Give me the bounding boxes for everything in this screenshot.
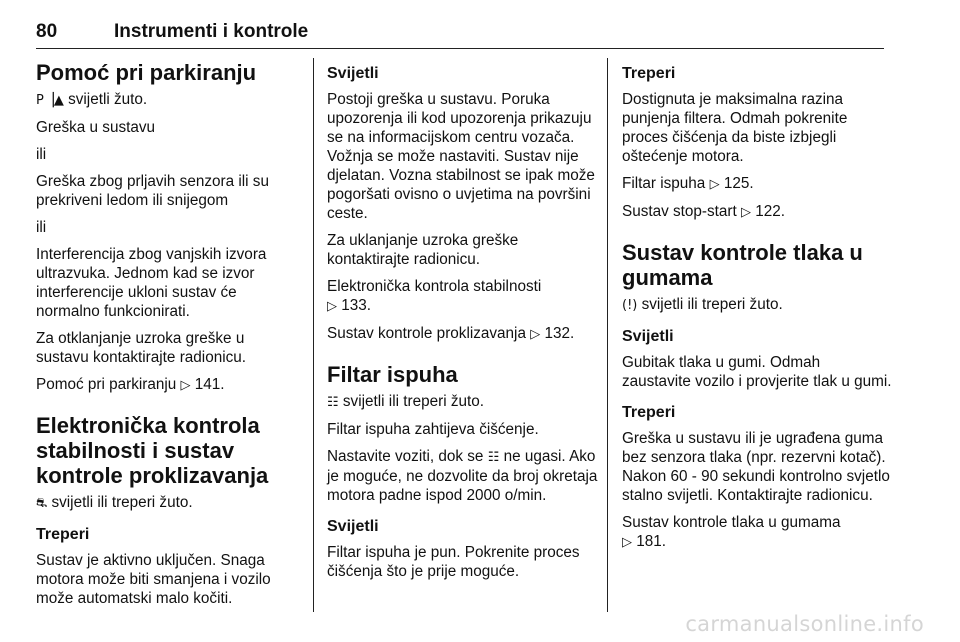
esc-icon: ⛐ (36, 496, 48, 511)
paragraph: ili (36, 219, 47, 236)
text: Nastavite voziti, dok se (327, 448, 488, 465)
text: 181. (632, 533, 667, 550)
exhaust-filter-icon: ☷ (327, 395, 339, 410)
heading-tire-pressure: Sustav kontrole tlaka u gumama (622, 240, 863, 290)
paragraph: Interferencija zbog vanjskih izvora ultrazvuka. Jednom kad se izvor interferencije ukloni sustav će normalno funkcionirati. (36, 246, 267, 320)
heading-exhaust-filter: Filtar ispuha (327, 362, 458, 387)
text: Pomoć pri parkiranju (36, 376, 181, 393)
text: Sustav kontrole proklizavanja (327, 325, 531, 342)
text: svijetli ili treperi žuto. (637, 296, 783, 313)
text: ne ugasi. Ako je moguće, ne dozvolite da broj okretaja motora padne ispod 2000 o/min. (327, 448, 598, 504)
paragraph (36, 493, 300, 513)
text: 132. (540, 325, 575, 342)
paragraph: Dostignuta je maksimalna razina punjenja filtera. Odmah pokrenite proces čišćenja da biste izbjegli oštećenje motora. (622, 91, 848, 165)
cross-reference (36, 375, 300, 395)
subheading-treperi: Treperi (622, 404, 676, 421)
text: Filtar ispuha (622, 175, 710, 192)
page-ref-icon: ▷ (741, 205, 752, 220)
cross-reference (622, 202, 892, 222)
text: Elektronička kontrola stabilnosti (327, 278, 542, 295)
paragraph (327, 447, 599, 505)
page-header (36, 18, 884, 49)
page-ref-icon: ▷ (180, 378, 191, 393)
text: Sustav stop-start (622, 203, 742, 220)
cross-reference (327, 277, 599, 316)
cross-reference (622, 513, 892, 552)
paragraph: Greška u sustavu (36, 119, 156, 136)
page-ref-icon: ▷ (530, 327, 541, 342)
column-divider (607, 58, 608, 612)
paragraph: Greška zbog prljavih senzora ili su prekriveni ledom ili snijegom (36, 173, 269, 209)
paragraph: Greška u sustavu ili je ugrađena guma bez senzora tlaka (npr. rezervni kotač). Nakon 60 - 90 sekundi kontrolno svjetlo stalno svijetli. Kontaktirajte radionicu. (622, 430, 890, 504)
text: 141. (190, 376, 225, 393)
text: svijetli ili treperi žuto. (47, 494, 193, 511)
cross-reference (622, 174, 892, 194)
page-ref-icon: ▷ (622, 535, 632, 550)
paragraph: Za uklanjanje uzroka greške kontaktirajte radionicu. (327, 232, 519, 268)
paragraph: Filtar ispuha zahtijeva čišćenje. (327, 421, 539, 438)
exhaust-filter-icon: ☷ (487, 450, 500, 465)
subheading-treperi: Treperi (622, 65, 676, 82)
text: svijetli žuto. (63, 91, 148, 108)
column-1 (36, 60, 300, 616)
page-number: 80 (36, 21, 58, 42)
paragraph: Sustav je aktivno uključen. Snaga motora može biti smanjena i vozilo može automatski malo kočiti. (36, 552, 271, 607)
paragraph: Filtar ispuha je pun. Pokrenite proces čišćenja što je prije moguće. (327, 544, 580, 580)
tire-pressure-icon: (!) (622, 298, 638, 313)
paragraph: Za otklanjanje uzroka greške u sustavu kontaktirajte radionicu. (36, 330, 247, 366)
subheading-treperi: Treperi (36, 526, 90, 543)
column-divider (313, 58, 314, 612)
column-2 (327, 60, 599, 589)
text: svijetli ili treperi žuto. (338, 393, 485, 410)
text: Sustav kontrole tlaka u gumama (622, 514, 841, 531)
subheading-svijetli: Svijetli (327, 65, 379, 82)
parking-assist-icon: P▕▲ (36, 93, 64, 108)
heading-esc: Elektronička kontrola stabilnosti i sustav kontrole proklizavanja (36, 413, 269, 488)
page-ref-icon: ▷ (709, 177, 720, 192)
paragraph: Postoji greška u sustavu. Poruka upozorenja ili kod upozorenja prikazuju se na informacijskom centru vozača. Vožnja se može nastaviti. Sustav nije djelatan. Vozna stabilnost se ipak može pogoršati ovisno o uvjetima na površini ceste. (327, 91, 595, 222)
paragraph (36, 90, 300, 110)
page-ref-icon: ▷ (327, 299, 337, 314)
watermark: carmanualsonline.info (685, 612, 924, 636)
cross-reference (327, 324, 599, 344)
text: 133. (337, 297, 372, 314)
text: 122. (751, 203, 786, 220)
paragraph (327, 392, 599, 412)
paragraph: Gubitak tlaka u gumi. Odmah zaustavite vozilo i provjerite tlak u gumi. (622, 354, 892, 390)
paragraph: ili (36, 146, 47, 163)
subheading-svijetli: Svijetli (622, 328, 674, 345)
column-3 (622, 60, 892, 560)
section-title: Instrumenti i kontrole (114, 21, 309, 42)
text: 125. (719, 175, 754, 192)
heading-parking-assist: Pomoć pri parkiranju (36, 60, 257, 85)
paragraph (622, 295, 892, 315)
subheading-svijetli: Svijetli (327, 518, 379, 535)
